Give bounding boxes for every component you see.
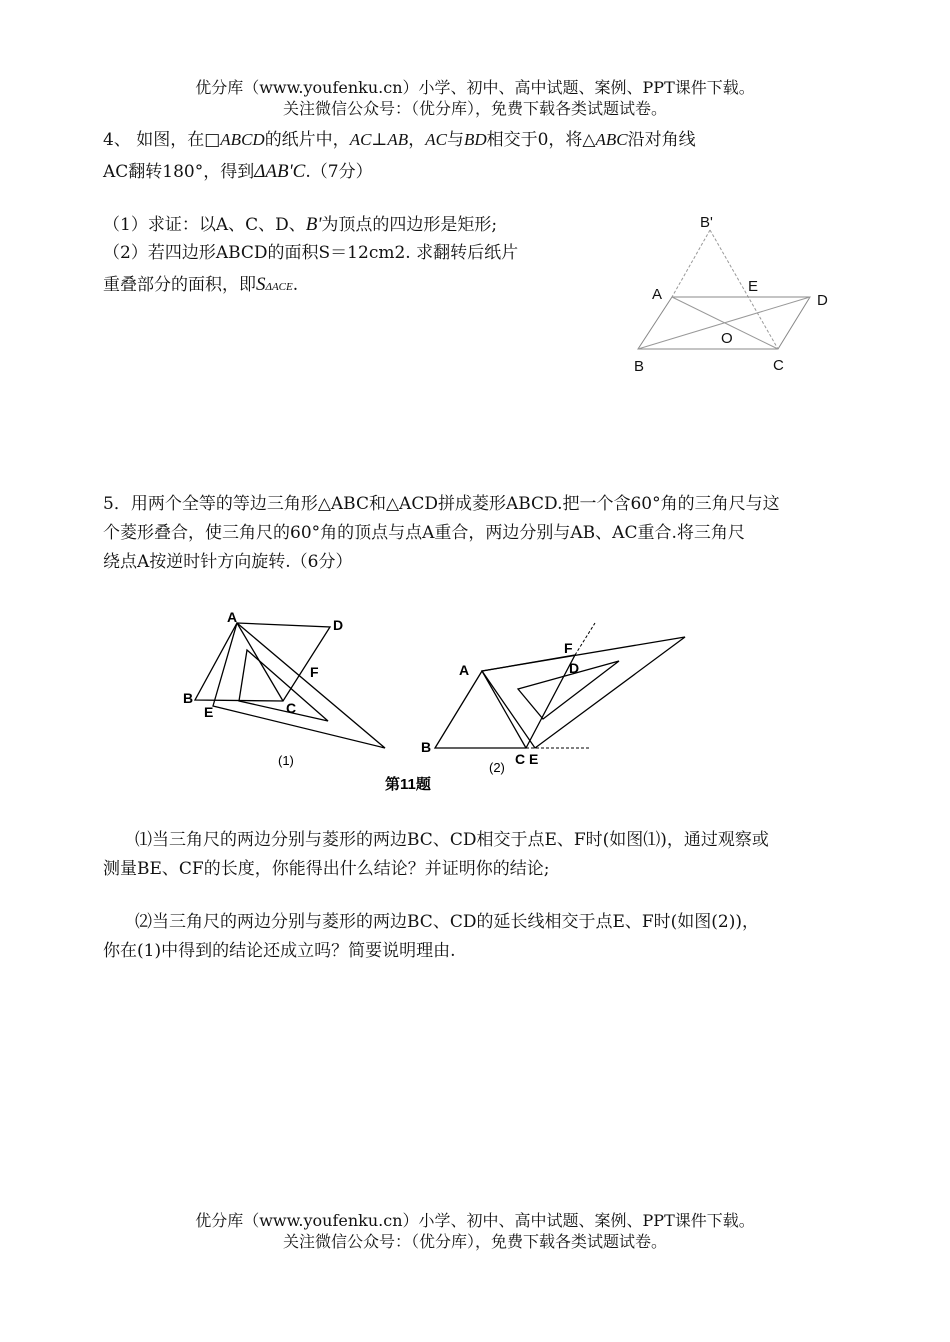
q5-rhombus-figures (175, 605, 705, 800)
q4-line-1: 4、 如图，在□ABCD的纸片中，AC⊥AB，AC与BD相交于0，将△ABC沿对角线 (103, 130, 696, 150)
fig2-label-b: B (421, 739, 432, 755)
fig2-caption: (2) (489, 760, 505, 775)
label-b-prime: B' (700, 214, 713, 231)
fig2-label-f: F (564, 640, 573, 656)
dashed-line-bprime-a (672, 230, 710, 297)
fig1-label-b: B (183, 690, 194, 706)
fig1-label-a: A (227, 609, 238, 625)
fig1-label-c: C (286, 700, 297, 716)
q4-line-2: AC翻转180°，得到ΔAB'C.（7分） (103, 161, 373, 182)
q5-line-3: 绕点A按逆时针方向旋转.（6分） (103, 552, 353, 572)
label-e: E (748, 278, 759, 295)
header-line-2: 关注微信公众号：（优分库），免费下载各类试题试卷。 (282, 99, 667, 118)
fig1-label-f: F (310, 664, 319, 680)
label-b: B (634, 358, 645, 375)
label-a: A (652, 286, 663, 303)
fig2-diagonal-ac (482, 671, 526, 748)
q5-line-2: 个菱形叠合，使三角尺的60°角的顶点与点A重合，两边分别与AB、AC重合.将三角尺 (103, 523, 745, 543)
q5-sub-2-line-2: 你在(1)中得到的结论还成立吗？简要说明理由. (103, 941, 456, 961)
label-o: O (721, 330, 733, 347)
q5-line-1: 5．用两个全等的等边三角形△ABC和△ACD拼成菱形ABCD.把一个含60°角的三角尺与这 (103, 494, 780, 514)
fig2-label-c: C (515, 751, 526, 767)
fig1-triangle-ruler-outer (213, 623, 385, 748)
fig2-label-a: A (459, 662, 470, 678)
fig2-cd-extension (575, 623, 595, 655)
figure-title: 第11题 (385, 776, 431, 793)
q4-part-2-line-2: 重叠部分的面积，即SΔACE. (103, 274, 299, 295)
fig2-label-e: E (529, 751, 539, 767)
fig1-label-d: D (333, 617, 344, 633)
q5-sub-1-line-1: ⑴当三角尺的两边分别与菱形的两边BC、CD相交于点E、F时(如图⑴)，通过观察或 (135, 830, 769, 850)
fig1-label-e: E (204, 704, 214, 720)
q5-sub-1-line-2: 测量BE、CF的长度，你能得出什么结论？并证明你的结论; (103, 859, 550, 879)
fig1-caption: (1) (278, 753, 294, 768)
header-line-1: 优分库（www.youfenku.cn）小学、初中、高中试题、案例、PPT课件下载。 (195, 78, 755, 97)
fig1-rhombus (195, 623, 330, 701)
label-d: D (817, 292, 828, 309)
q5-sub-2-line-1: ⑵当三角尺的两边分别与菱形的两边BC、CD的延长线相交于点E、F时(如图(2))， (135, 912, 760, 932)
fig2-label-d: D (569, 660, 580, 676)
footer-line-2: 关注微信公众号：（优分库），免费下载各类试题试卷。 (282, 1232, 667, 1251)
q4-part-2-line-1: （2）若四边形ABCD的面积S＝12cm2. 求翻转后纸片 (103, 243, 519, 263)
label-c: C (773, 357, 784, 374)
q4-parallelogram-figure (630, 205, 850, 380)
fig2-triangle-ruler-outer (482, 637, 685, 748)
footer-line-1: 优分库（www.youfenku.cn）小学、初中、高中试题、案例、PPT课件下载。 (195, 1211, 755, 1230)
q4-part-1: （1）求证：以A、C、D、B'为顶点的四边形是矩形; (103, 214, 498, 235)
fig1-triangle-ruler-inner (239, 650, 328, 721)
